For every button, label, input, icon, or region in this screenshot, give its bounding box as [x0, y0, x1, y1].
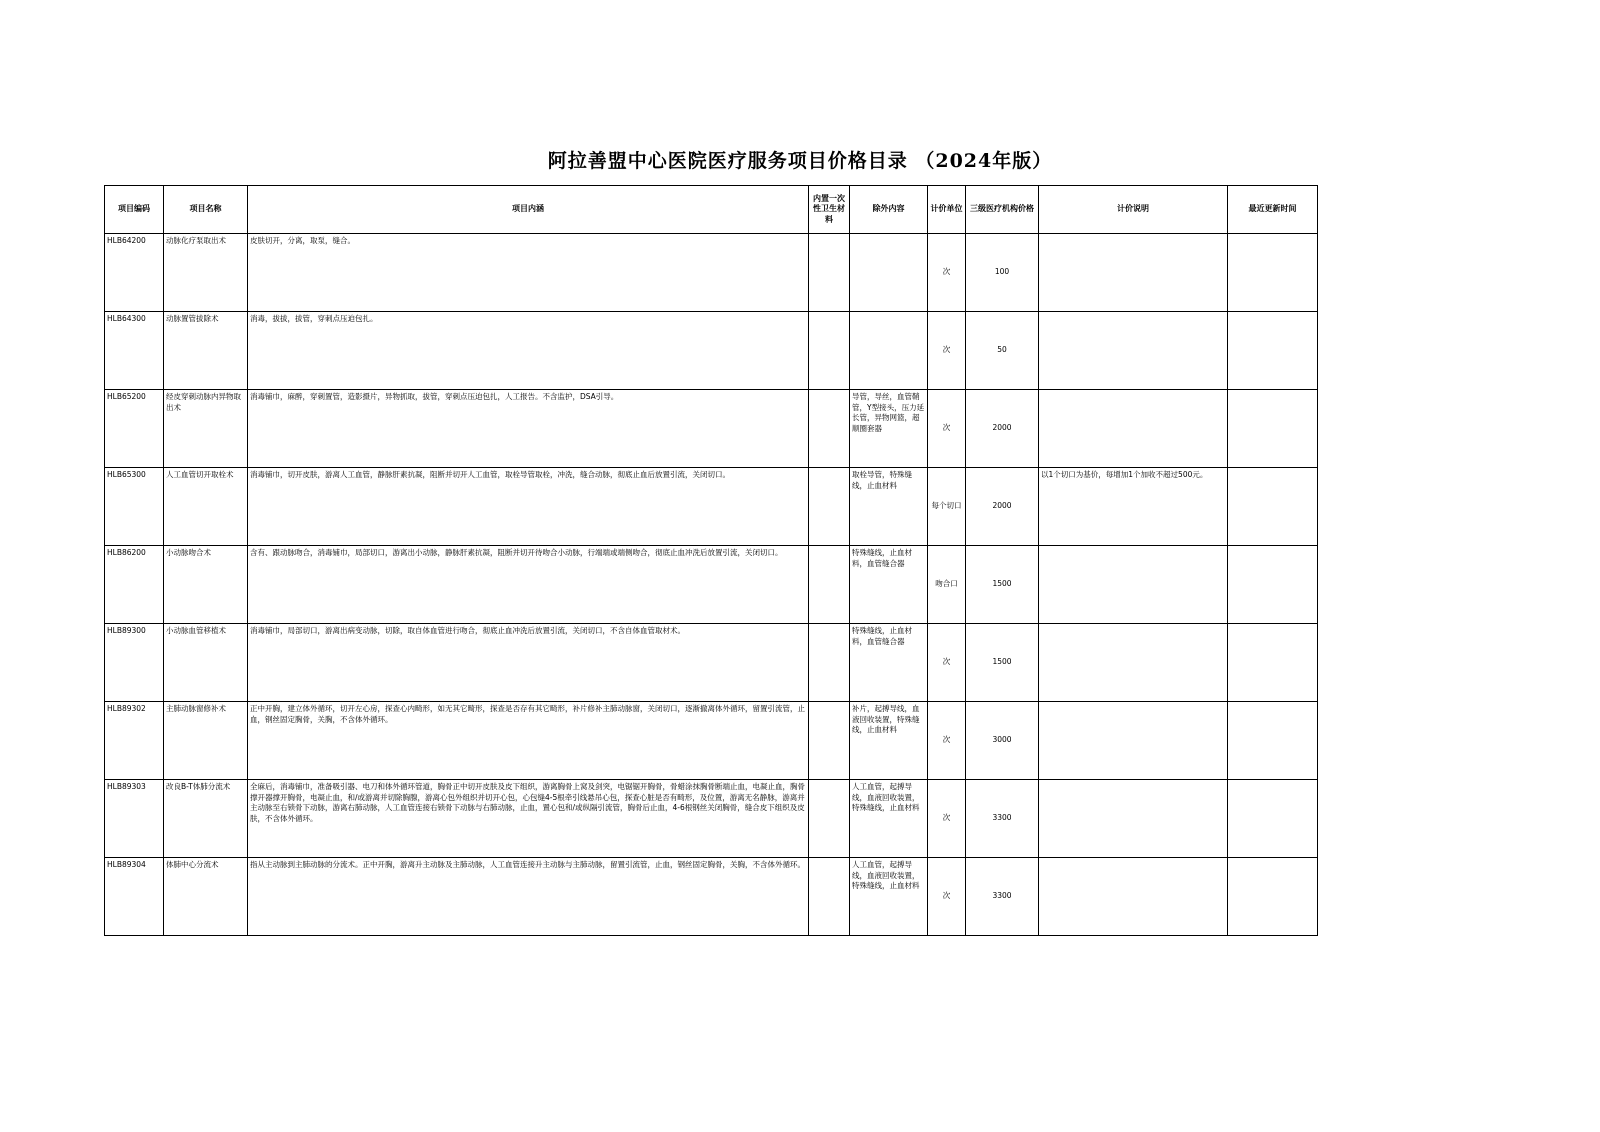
cell-unit: 次: [928, 312, 966, 390]
cell-content: 消毒铺巾，局部切口，游离出病变动脉，切除，取自体血管进行吻合，彻底止血冲洗后放置引流，关闭切口，不含自体血管取材术。: [248, 624, 809, 702]
document-title: 阿拉善盟中心医院医疗服务项目价格目录 （2024年版）: [547, 150, 1053, 172]
cell-code: HLB89304: [105, 858, 164, 936]
price-table: [104, 185, 1318, 936]
table-row: [105, 234, 1318, 312]
cell-name: 小动脉吻合术: [164, 546, 248, 624]
cell-material: [809, 702, 850, 780]
cell-content: 全麻后，消毒铺巾，准备吸引器、电刀和体外循环管道，胸骨正中切开皮肤及皮下组织，游离胸骨上窝及剑突，电锯锯开胸骨，骨蜡涂抹胸骨断端止血，电凝止血，胸骨撑开器撑开胸骨，电凝止血，和/或游离并切除胸腺，游离心包外组织并切开心包，心包缝4-5根牵引线悬吊心包，探查心脏是否有畸形，及位置，游离无名静脉，游离并主动脉至右锁骨下动脉，游离右肺动脉，人工血管连接右锁骨下动脉与右肺动脉，止血，置心包和/或纵隔引流管，胸骨后止血，4-6根钢丝关闭胸骨，缝合皮下组织及皮肤，不含体外循环。: [248, 780, 809, 858]
cell-name: 主肺动脉窗修补术: [164, 702, 248, 780]
cell-price: 2000: [966, 468, 1039, 546]
cell-material: [809, 546, 850, 624]
cell-material: [809, 858, 850, 936]
cell-price: 100: [966, 234, 1039, 312]
cell-code: HLB86200: [105, 546, 164, 624]
cell-material: [809, 780, 850, 858]
cell-price: 50: [966, 312, 1039, 390]
cell-price: 3000: [966, 702, 1039, 780]
cell-name: 改良B-T体肺分流术: [164, 780, 248, 858]
cell-note: 以1个切口为基价，每增加1个加收不超过500元。: [1039, 468, 1228, 546]
table-row: [105, 858, 1318, 936]
cell-name: 体肺中心分流术: [164, 858, 248, 936]
table-row: [105, 390, 1318, 468]
table-row: [105, 468, 1318, 546]
cell-material: [809, 312, 850, 390]
cell-material: [809, 624, 850, 702]
cell-unit: 次: [928, 624, 966, 702]
cell-note: [1039, 702, 1228, 780]
cell-code: HLB89302: [105, 702, 164, 780]
cell-content: 消毒铺巾，麻醉，穿刺置管，造影摄片，异物抓取，拔管，穿刺点压迫包扎，人工报告。不含监护，DSA引导。: [248, 390, 809, 468]
cell-content: 正中开胸，建立体外循环，切开左心房，探查心内畸形，如无其它畸形，探查是否存有其它畸形，补片修补主肺动脉窗，关闭切口，逐渐撤离体外循环，留置引流管，止血，钢丝固定胸骨，关胸，不含体外循环。: [248, 702, 809, 780]
cell-unit: 吻合口: [928, 546, 966, 624]
cell-updated: [1228, 546, 1318, 624]
cell-content: 含有、跟动脉吻合，消毒铺巾，局部切口，游离出小动脉，静脉肝素抗凝，阻断并切开待吻合小动脉，行端端或端侧吻合，彻底止血冲洗后放置引流，关闭切口。: [248, 546, 809, 624]
cell-content: 消毒铺巾，切开皮肤，游离人工血管，静脉肝素抗凝，阻断并切开人工血管，取栓导管取栓，冲洗，缝合动脉，彻底止血后放置引流，关闭切口。: [248, 468, 809, 546]
column-header-price: 三级医疗机构价格: [966, 186, 1039, 234]
column-header-code: 项目编码: [105, 186, 164, 234]
cell-material: [809, 468, 850, 546]
cell-content: 消毒，拔拔，拔管，穿刺点压迫包扎。: [248, 312, 809, 390]
cell-material: [809, 390, 850, 468]
cell-name: 人工血管切开取栓术: [164, 468, 248, 546]
cell-note: [1039, 546, 1228, 624]
cell-updated: [1228, 858, 1318, 936]
cell-code: HLB89303: [105, 780, 164, 858]
table-row: [105, 624, 1318, 702]
cell-note: [1039, 390, 1228, 468]
cell-unit: 次: [928, 780, 966, 858]
table-row: [105, 546, 1318, 624]
cell-name: 动脉化疗泵取出术: [164, 234, 248, 312]
cell-excluded: 导管，导丝，血管鞘管，Y型接头，压力延长管，异物网篮，超顺圈套器: [850, 390, 928, 468]
column-header-content: 项目内涵: [248, 186, 809, 234]
cell-unit: 次: [928, 390, 966, 468]
cell-code: HLB64200: [105, 234, 164, 312]
column-header-updated: 最近更新时间: [1228, 186, 1318, 234]
cell-price: 3300: [966, 858, 1039, 936]
cell-excluded: 人工血管，起搏导线，血液回收装置，特殊缝线，止血材料: [850, 780, 928, 858]
table-row: [105, 780, 1318, 858]
cell-excluded: 特殊缝线，止血材料，血管缝合器: [850, 546, 928, 624]
cell-unit: 次: [928, 702, 966, 780]
cell-note: [1039, 234, 1228, 312]
cell-updated: [1228, 390, 1318, 468]
cell-updated: [1228, 702, 1318, 780]
cell-excluded: 取栓导管，特殊缝线，止血材料: [850, 468, 928, 546]
table-row: [105, 312, 1318, 390]
cell-excluded: [850, 234, 928, 312]
table-header-row: [105, 186, 1318, 234]
cell-unit: 每个切口: [928, 468, 966, 546]
column-header-excluded: 除外内容: [850, 186, 928, 234]
cell-updated: [1228, 312, 1318, 390]
cell-unit: 次: [928, 234, 966, 312]
cell-note: [1039, 312, 1228, 390]
cell-name: 经皮穿刺动脉内异物取出术: [164, 390, 248, 468]
column-header-material: 内置一次性卫生材料: [809, 186, 850, 234]
cell-name: 小动脉血管移植术: [164, 624, 248, 702]
cell-note: [1039, 780, 1228, 858]
cell-excluded: 补片，起搏导线，血液回收装置，特殊缝线，止血材料: [850, 702, 928, 780]
cell-excluded: 人工血管，起搏导线，血液回收装置，特殊缝线，止血材料: [850, 858, 928, 936]
cell-updated: [1228, 780, 1318, 858]
cell-price: 3300: [966, 780, 1039, 858]
cell-excluded: [850, 312, 928, 390]
cell-note: [1039, 858, 1228, 936]
cell-unit: 次: [928, 858, 966, 936]
cell-updated: [1228, 234, 1318, 312]
cell-name: 动脉置管拔除术: [164, 312, 248, 390]
cell-code: HLB64300: [105, 312, 164, 390]
cell-content: 皮肤切开，分离，取泵，缝合。: [248, 234, 809, 312]
cell-note: [1039, 624, 1228, 702]
cell-price: 2000: [966, 390, 1039, 468]
cell-excluded: 特殊缝线，止血材料，血管缝合器: [850, 624, 928, 702]
cell-price: 1500: [966, 546, 1039, 624]
table-row: [105, 702, 1318, 780]
cell-updated: [1228, 624, 1318, 702]
cell-code: HLB65200: [105, 390, 164, 468]
column-header-name: 项目名称: [164, 186, 248, 234]
cell-content: 指从主动脉到主肺动脉的分流术。正中开胸，游离升主动脉及主肺动脉，人工血管连接升主动脉与主肺动脉，留置引流管，止血，钢丝固定胸骨，关胸，不含体外循环。: [248, 858, 809, 936]
cell-updated: [1228, 468, 1318, 546]
column-header-unit: 计价单位: [928, 186, 966, 234]
cell-price: 1500: [966, 624, 1039, 702]
cell-code: HLB65300: [105, 468, 164, 546]
column-header-note: 计价说明: [1039, 186, 1228, 234]
cell-material: [809, 234, 850, 312]
cell-code: HLB89300: [105, 624, 164, 702]
